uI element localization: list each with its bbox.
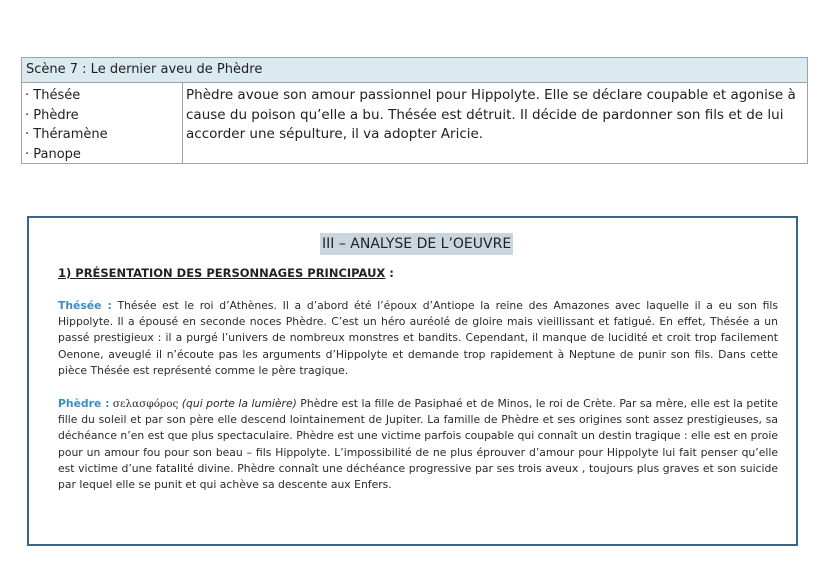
scene-character-list <box>22 83 183 163</box>
subheading-suffix: : <box>385 266 394 280</box>
subheading-label: 1) PRÉSENTATION DES PERSONNAGES PRINCIPAUX <box>58 266 386 280</box>
scene-title: Scène 7 : Le dernier aveu de Phèdre <box>22 58 807 83</box>
character-name-theseus: Thésée : <box>58 299 112 312</box>
character-paragraph-theseus <box>58 298 778 379</box>
scene-character: · Phèdre <box>25 107 79 123</box>
character-text-theseus: Thésée est le roi d’Athènes. Il a d’abord été l’époux d’Antiope la reine des Amazones avec laquelle il a eu son fils Hippolyte. Il a épousé en seconde noces Phèdre. C’est un héro auréolé de gloire mais vieillissant et fatigué. En effet, Thésée a un passé prestigieux : il a purgé l’univers de nombreux monstres et bandits. Cependant, il manque de lucidité et croit trop facilement Oenone, aveuglé il n’écoute pas les arguments d’Hippolyte et demande trop rapidement à Neptune de punir son fils. Dans cette pièce Thésée est représenté comme le père tragique. <box>58 299 778 377</box>
scene-character: · Panope <box>25 146 81 162</box>
scene-character: · Thésée <box>25 88 81 103</box>
analysis-section <box>27 216 798 546</box>
epithet-gloss: (qui porte la lumière) <box>181 397 297 410</box>
scene-table <box>21 57 808 164</box>
subheading <box>58 266 394 280</box>
character-paragraph-phaedra <box>58 396 778 493</box>
scene-description: Phèdre avoue son amour passionnel pour Hippolyte. Elle se déclare coupable et agonise à cause du poison qu’elle a bu. Thésée est détruit. Il décide de pardonner son fils et de lui accorder une sépulture, il va adopter Aricie. <box>186 87 796 142</box>
section-title: III – ANALYSE DE L’OEUVRE <box>320 233 513 255</box>
scene-body <box>22 83 807 163</box>
greek-epithet: σελασφόρος <box>109 398 182 410</box>
character-text-phaedra: Phèdre est la fille de Pasiphaé et de Minos, le roi de Crète. Par sa mère, elle est la petite fille du soleil et par son père elle descend lointainement de Jupiter. La famille de Phèdre et ses origines sont assez prestigieuses, sa déchéance n’en est que plus spectaculaire. Phèdre est une victime parfois coupable qui connaît un destin tragique : elle est en proie pour un amour fou pour son beau – fils Hippolyte. L’impossibilité de ne plus éprouver d’amour pour Hippolyte lui fait penser qu’elle est victime d’une fatalité divine. Phèdre connaît une déchéance progressive par ses trois aveux , toujours plus graves et son suicide par lequel elle se punit et qui achève sa descente aux Enfers. <box>58 397 778 492</box>
character-name-phaedra: Phèdre : <box>58 397 110 410</box>
scene-character: · Théramène <box>25 127 108 142</box>
